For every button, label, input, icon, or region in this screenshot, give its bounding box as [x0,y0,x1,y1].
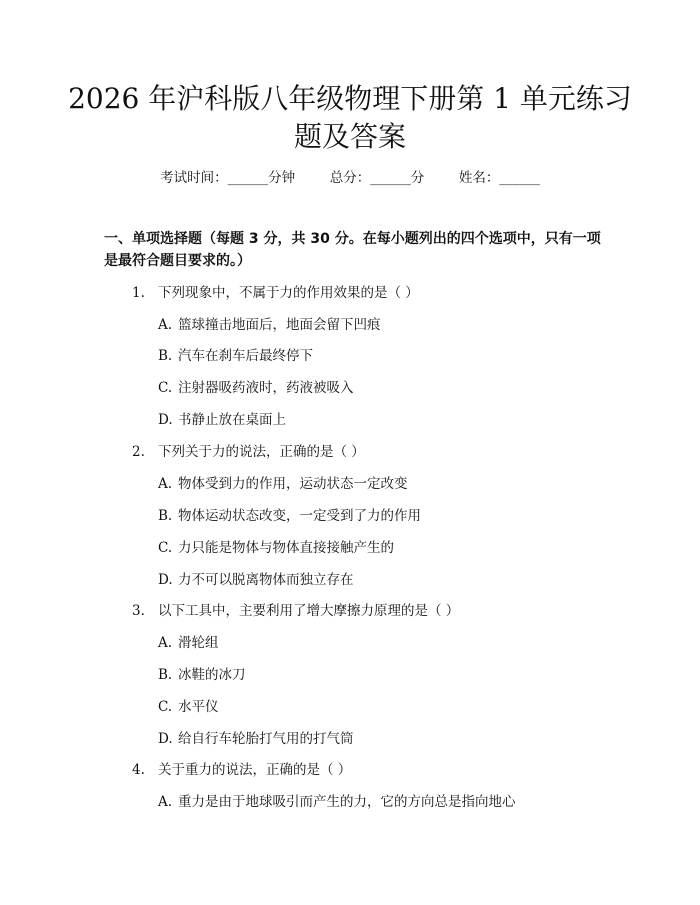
total-score-unit: 分 [410,170,425,186]
total-score-label: 总分： [329,170,371,186]
name-blank: ______ [499,170,540,186]
option-letter: A. [158,317,173,333]
option-letter: D. [158,412,173,428]
option-text: 书静止放在桌面上 [178,412,286,428]
question-4 [132,760,351,780]
question-2-option-d [158,570,354,590]
option-text: 重力是由于地球吸引而产生的力，它的方向总是指向地心 [178,794,516,810]
option-text: 力不可以脱离物体而独立存在 [178,572,354,588]
exam-time-unit: 分钟 [268,170,296,186]
question-number: 4. [132,762,145,778]
question-1-option-b [158,346,313,366]
question-4-option-a [158,792,516,812]
question-text: 关于重力的说法，正确的是（ ） [158,762,352,778]
option-letter: A. [158,794,173,810]
document-title: 2026 年沪科版八年级物理下册第 1 单元练习题及答案 [68,82,632,153]
option-text: 注射器吸药液时，药液被吸入 [178,380,354,396]
option-letter: B. [158,508,173,524]
question-2-option-b [158,506,421,526]
option-text: 给自行车轮胎打气用的打气筒 [178,731,354,747]
option-letter: A. [158,476,173,492]
question-number: 3. [132,603,145,619]
exam-time-blank: ______ [227,170,269,186]
question-1-option-a [158,315,381,335]
option-letter: A. [158,635,173,651]
question-2 [132,442,365,462]
question-3-option-c [158,697,219,717]
option-text: 滑轮组 [178,635,219,651]
name-label: 姓名： [458,170,500,186]
option-letter: C. [158,699,173,715]
question-3 [132,601,459,621]
question-1 [132,283,419,303]
option-text: 汽车在刹车后最终停下 [178,348,313,364]
option-text: 力只能是物体与物体直接接触产生的 [178,540,394,556]
option-letter: C. [158,380,173,396]
option-letter: B. [158,348,173,364]
option-letter: D. [158,572,173,588]
option-letter: C. [158,540,173,556]
option-letter: B. [158,667,173,683]
question-3-option-d [158,729,354,749]
exam-info-line [0,168,700,188]
section-heading: 一、单项选择题（每题 3 分，共 30 分。在每小题列出的四个选项中，只有一项是最符合题目要求的。） [104,231,601,269]
question-1-option-d [158,410,286,430]
option-text: 冰鞋的冰刀 [178,667,246,683]
question-text: 下列现象中，不属于力的作用效果的是（ ） [158,285,419,301]
exam-time-label: 考试时间： [160,170,228,186]
question-number: 2. [132,444,145,460]
option-text: 水平仪 [178,699,219,715]
option-text: 物体运动状态改变，一定受到了力的作用 [178,508,421,524]
option-text: 物体受到力的作用，运动状态一定改变 [178,476,408,492]
question-3-option-b [158,665,246,685]
question-2-option-c [158,538,394,558]
question-number: 1. [132,285,145,301]
total-score-blank: ______ [370,170,411,186]
option-letter: D. [158,731,173,747]
question-3-option-a [158,633,219,653]
question-2-option-a [158,474,408,494]
question-text: 下列关于力的说法，正确的是（ ） [158,444,365,460]
option-text: 篮球撞击地面后，地面会留下凹痕 [178,317,381,333]
question-1-option-c [158,378,354,398]
question-text: 以下工具中，主要利用了增大摩擦力原理的是（ ） [158,603,460,619]
